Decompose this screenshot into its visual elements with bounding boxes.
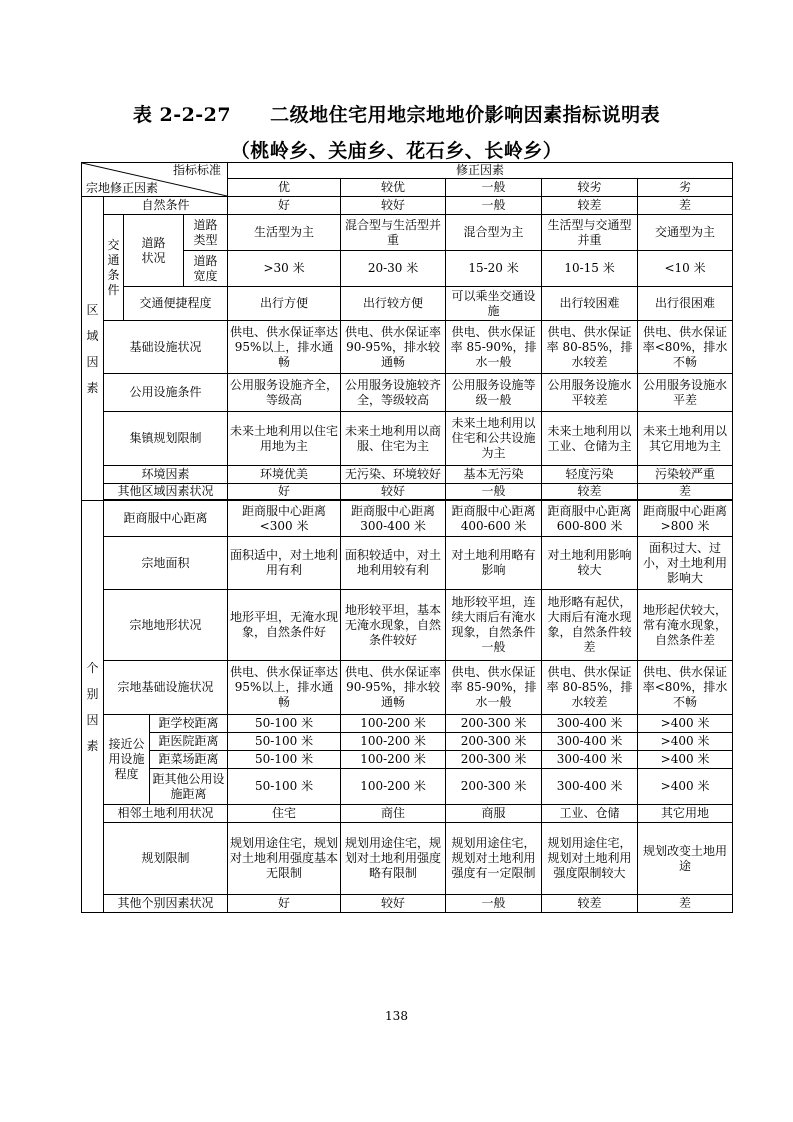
table-subtitle: （桃岭乡、关庙乡、花石乡、长岭乡） [230,140,563,162]
row-label: 道路 类型 [184,215,228,251]
header-group: 修正因素 [228,163,733,179]
table-cell: 100-200 米 [341,715,446,733]
table-cell: 差 [638,484,733,500]
header-indicator-standard: 指标标准 [173,163,222,177]
row-label: 基础设施状况 [104,321,228,374]
grade-header: 较劣 [542,179,638,197]
table-cell: 地形较平坦，连续大雨后有淹水现象，自然条件一般 [446,590,542,661]
regional-factors-label: 区 域 因 素 [82,197,104,501]
table-cell: 较差 [542,484,638,500]
table-cell: 可以乘坐交通设施 [446,287,542,321]
table-cell: 差 [638,197,733,215]
table-cell: 好 [228,484,341,500]
table-cell: 工业、仓储 [542,805,638,823]
table-cell: 出行较方便 [341,287,446,321]
table-cell: 一般 [446,895,542,913]
table-cell: 距商服中心距离<300 米 [228,501,341,537]
table-cell: 公用服务设施齐全，等级高 [228,374,341,412]
grade-header: 一般 [446,179,542,197]
table-cell: 200-300 米 [446,715,542,733]
factor-table [81,162,733,913]
row-label: 宗地面积 [104,537,228,590]
row-label: 相邻土地利用状况 [104,805,228,823]
page-number: 138 [385,1009,408,1023]
table-cell: >400 米 [638,751,733,769]
table-cell: 距商服中心距离>800 米 [638,501,733,537]
table-cell: >400 米 [638,733,733,751]
table-cell: 供电、供水保证率<80%，排水不畅 [638,661,733,715]
table-cell: 污染较严重 [638,466,733,484]
table-cell: 好 [228,895,341,913]
table-cell: 出行方便 [228,287,341,321]
table-cell: 供电、供水保证率 85-90%，排水一般 [446,321,542,374]
row-label: 规划限制 [104,823,228,895]
table-cell: 好 [228,197,341,215]
table-cell: 未来土地利用以工业、仓储为主 [542,412,638,466]
table-cell: 一般 [446,197,542,215]
table-cell: 规划用途住宅，规划对土地利用强度略有限制 [341,823,446,895]
grade-header: 优 [228,179,341,197]
table-cell: 300-400 米 [542,715,638,733]
table-cell: 公用服务设施水平差 [638,374,733,412]
table-cell: 距商服中心距离 400-600 米 [446,501,542,537]
table-cell: 较好 [341,895,446,913]
table-cell: 生活型为主 [228,215,341,251]
table-cell: 商住 [341,805,446,823]
table-cell: 面积较适中，对土地利用较有利 [341,537,446,590]
table-cell: 无污染、环境较好 [341,466,446,484]
table-cell: >400 米 [638,769,733,805]
row-label: 距学校距离 [150,715,228,733]
row-label: 宗地地形状况 [104,590,228,661]
table-cell: 200-300 米 [446,733,542,751]
road-label: 道路 状况 [124,215,184,287]
table-cell: 300-400 米 [542,751,638,769]
traffic-label: 交通 条件 [104,215,124,321]
table-cell: 50-100 米 [228,715,341,733]
table-cell: 较差 [542,895,638,913]
row-label: 其他个别因素状况 [104,895,228,913]
table-cell: 供电、供水保证率90-95%，排水较通畅 [341,661,446,715]
table-cell: 地形平坦，无淹水现象，自然条件好 [228,590,341,661]
table-cell: 100-200 米 [341,733,446,751]
table-cell: 公用服务设施水平较差 [542,374,638,412]
table-cell: 混合型为主 [446,215,542,251]
table-cell: 200-300 米 [446,751,542,769]
table-cell: 规划用途住宅，规划对土地利用强度基本无限制 [228,823,341,895]
row-label: 距菜场距离 [150,751,228,769]
table-cell: 环境优美 [228,466,341,484]
table-cell: 商服 [446,805,542,823]
table-cell: 规划用途住宅，规划对土地利用强度限制较大 [542,823,638,895]
row-label: 距其他公用设施距离 [150,769,228,805]
table-cell: 未来土地利用以住宅用地为主 [228,412,341,466]
table-cell: 300-400 米 [542,733,638,751]
table-cell: <10 米 [638,251,733,287]
table-cell: 规划用途住宅，规划对土地利用强度有一定限制 [446,823,542,895]
table-cell: 其它用地 [638,805,733,823]
table-cell: 公用服务设施等级一般 [446,374,542,412]
table-cell: 100-200 米 [341,751,446,769]
table-cell: 供电、供水保证率达 95%以上，排水通畅 [228,321,341,374]
table-cell: 50-100 米 [228,733,341,751]
row-label: 宗地基础设施状况 [104,661,228,715]
table-cell: 对土地利用略有影响 [446,537,542,590]
row-label: 距医院距离 [150,733,228,751]
table-cell: 供电、供水保证率 80-85%，排水较差 [542,321,638,374]
table-cell: 差 [638,895,733,913]
row-label: 公用设施条件 [104,374,228,412]
table-cell: 面积适中，对土地利用有利 [228,537,341,590]
table-cell: 出行较困难 [542,287,638,321]
table-cell: 地形略有起伏，大雨后有淹水现象，自然条件较差 [542,590,638,661]
table-cell: 地形起伏较大，常有淹水现象，自然条件差 [638,590,733,661]
table-cell: 供电、供水保证率达 95%以上，排水通畅 [228,661,341,715]
table-cell: 200-300 米 [446,769,542,805]
table-cell: 300-400 米 [542,769,638,805]
grade-header: 较优 [341,179,446,197]
row-label: 集镇规划限制 [104,412,228,466]
row-label: 自然条件 [104,197,228,215]
table-cell: 100-200 米 [341,769,446,805]
table-cell: 50-100 米 [228,751,341,769]
table-cell: 对土地利用影响较大 [542,537,638,590]
table-cell: 未来土地利用以商服、住宅为主 [341,412,446,466]
table-cell: 生活型与交通型并重 [542,215,638,251]
table-cell: 交通型为主 [638,215,733,251]
header-diagonal-cell [82,163,228,197]
table-cell: 10-15 米 [542,251,638,287]
table-cell: 50-100 米 [228,769,341,805]
table-cell: 住宅 [228,805,341,823]
table-cell: 供电、供水保证率90-95%，排水较通畅 [341,321,446,374]
proximity-label: 接近公 用设施 程度 [104,715,150,805]
table-cell: 规划改变土地用途 [638,823,733,895]
row-label: 距商服中心距离 [104,501,228,537]
table-cell: 供电、供水保证率<80%，排水不畅 [638,321,733,374]
table-cell: 较差 [542,197,638,215]
row-label: 道路 宽度 [184,251,228,287]
table-cell: >30 米 [228,251,341,287]
table-cell: 供电、供水保证率 85-90%，排水一般 [446,661,542,715]
table-cell: >400 米 [638,715,733,733]
header-correction-factor: 宗地修正因素 [86,181,159,195]
table-cell: 轻度污染 [542,466,638,484]
table-cell: 距商服中心距离300-400 米 [341,501,446,537]
table-cell: 15-20 米 [446,251,542,287]
row-label: 交通便捷程度 [124,287,228,321]
table-cell: 供电、供水保证率 80-85%，排水较差 [542,661,638,715]
table-cell: 较好 [341,197,446,215]
table-cell: 20-30 米 [341,251,446,287]
grade-header: 劣 [638,179,733,197]
table-cell: 距商服中心距离 600-800 米 [542,501,638,537]
table-title: 表 2-2-27 二级地住宅用地宗地地价影响因素指标说明表 [132,104,661,126]
table-cell: 地形较平坦，基本无淹水现象，自然条件较好 [341,590,446,661]
table-cell: 未来土地利用以其它用地为主 [638,412,733,466]
table-cell: 较好 [341,484,446,500]
row-label: 环境因素 [104,466,228,484]
individual-factors-label: 个 别 因 素 [82,501,104,913]
table-cell: 基本无污染 [446,466,542,484]
table-cell: 出行很困难 [638,287,733,321]
table-cell: 混合型与生活型并重 [341,215,446,251]
table-cell: 一般 [446,484,542,500]
row-label: 其他区域因素状况 [104,484,228,500]
table-cell: 未来土地利用以住宅和公共设施为主 [446,412,542,466]
table-cell: 公用服务设施较齐全，等级较高 [341,374,446,412]
table-cell: 面积过大、过小，对土地利用影响大 [638,537,733,590]
